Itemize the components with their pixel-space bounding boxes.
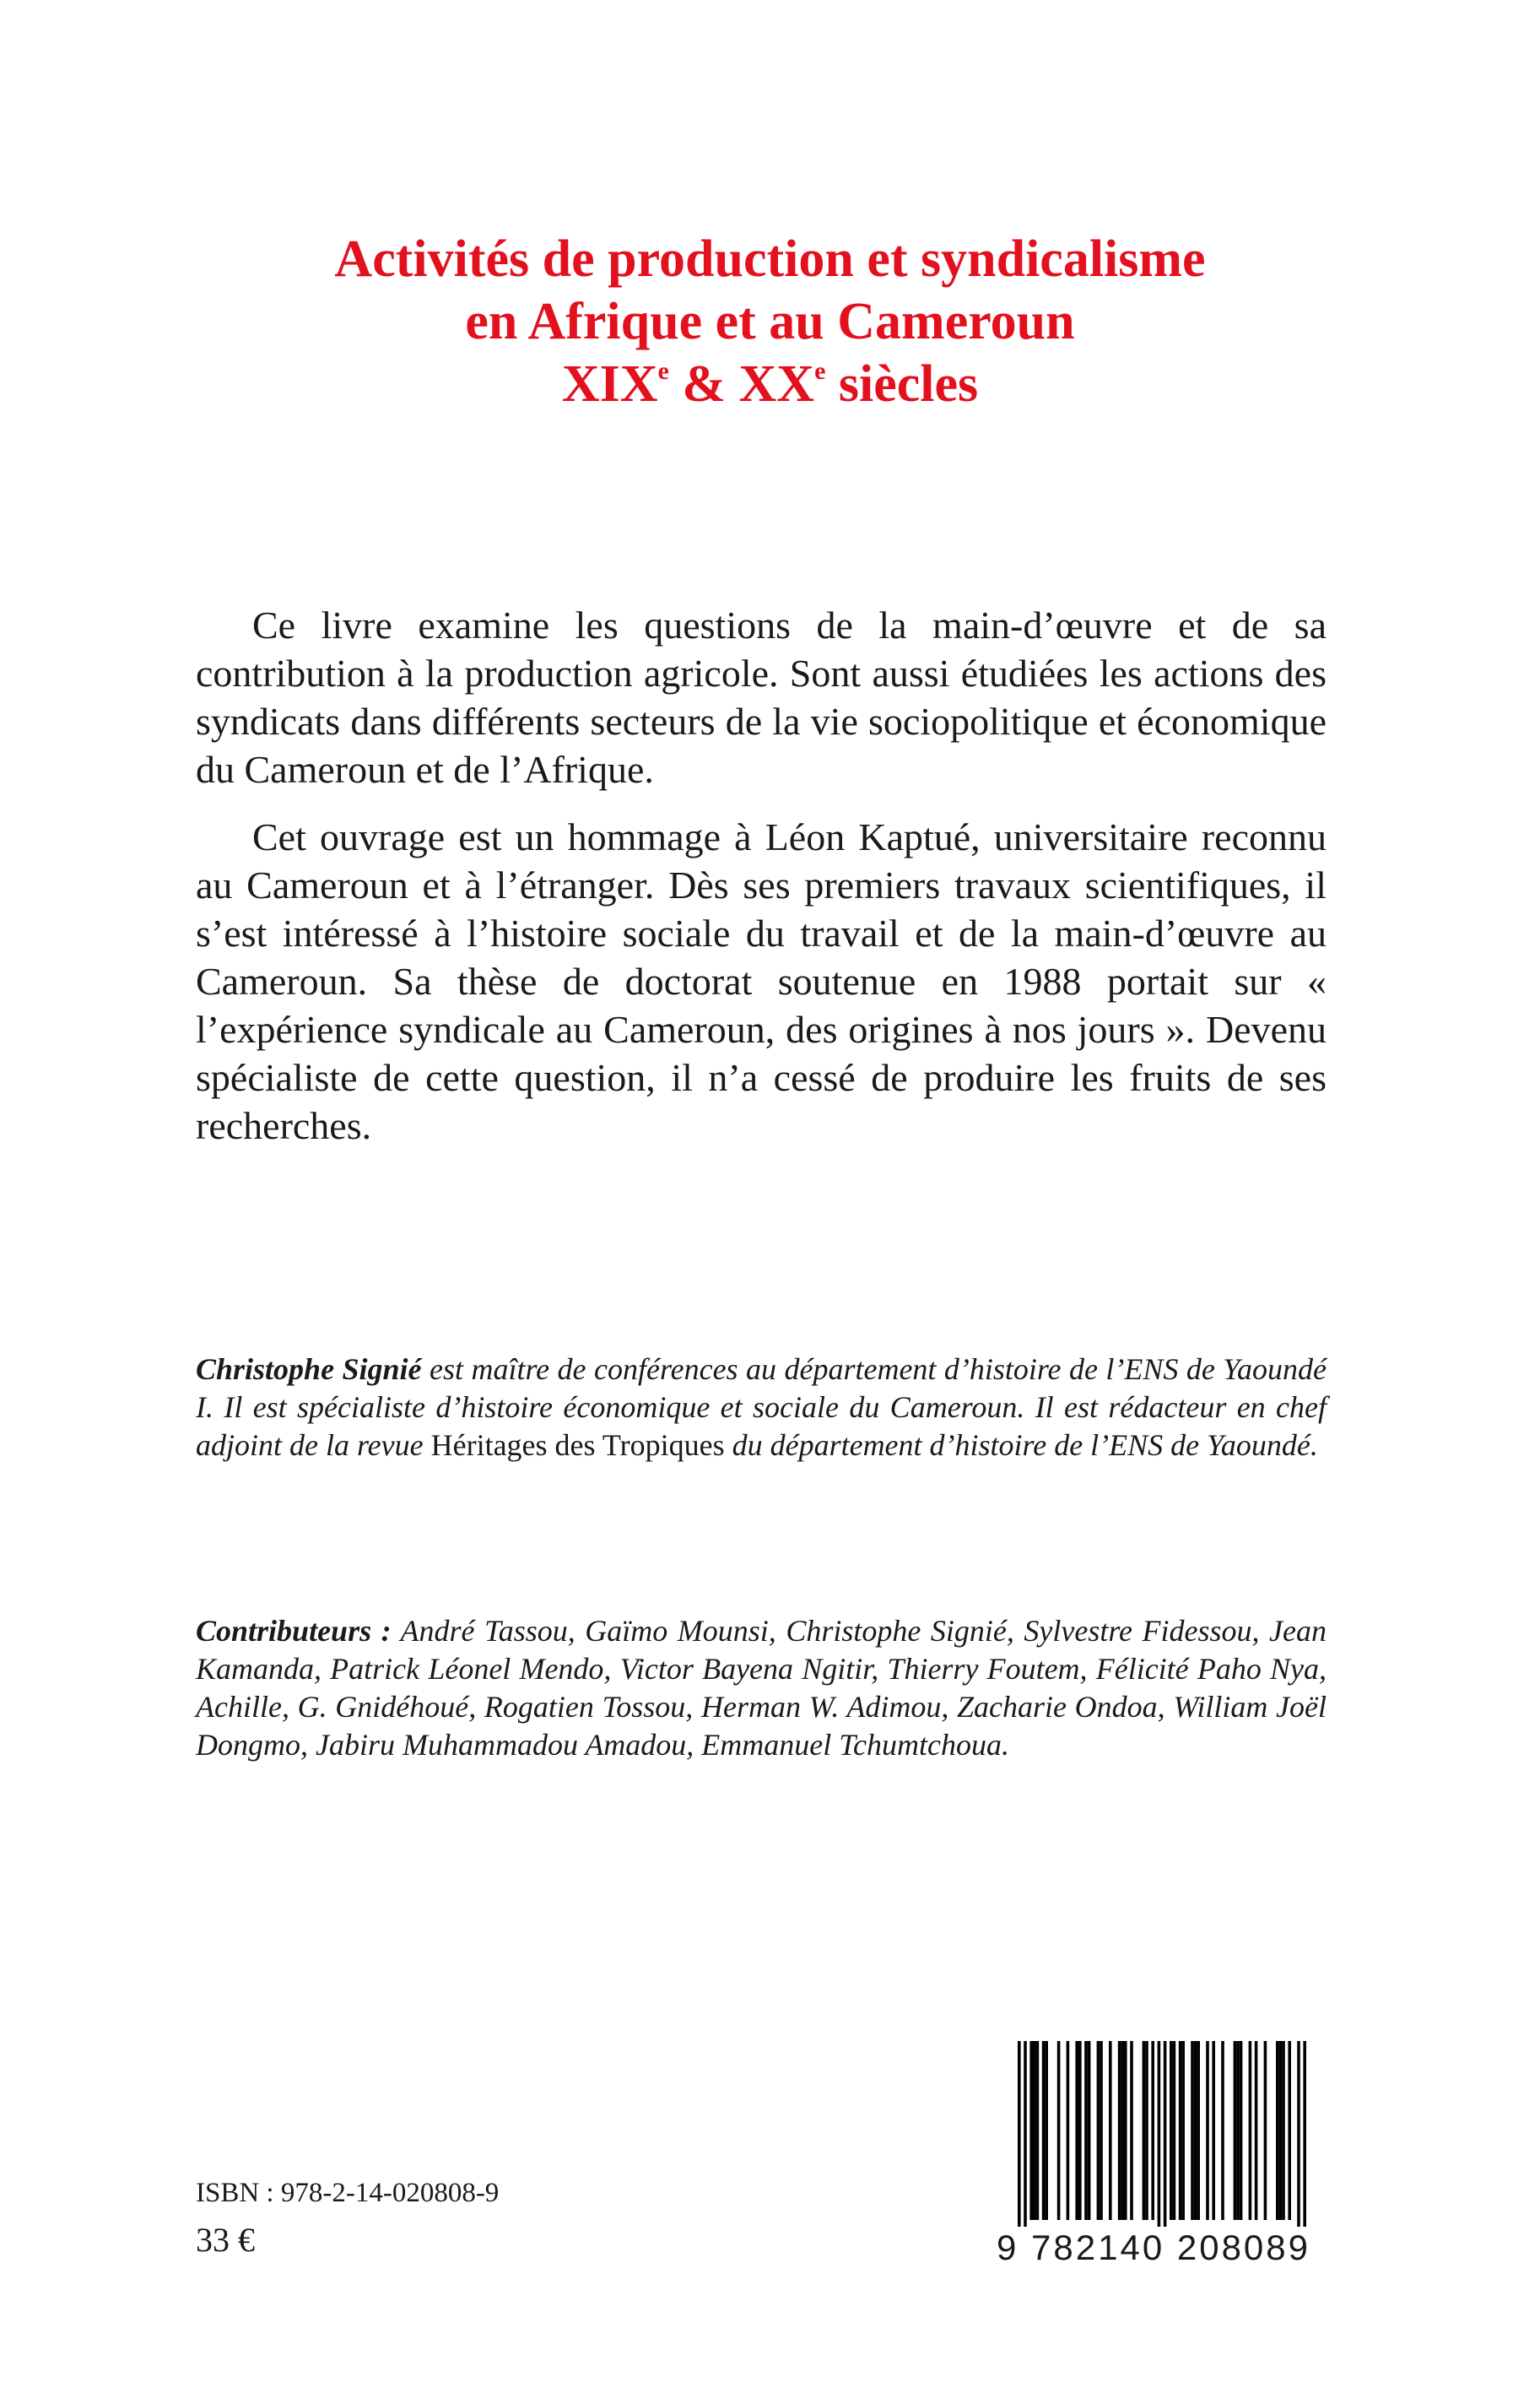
barcode-bar [1121,2041,1124,2220]
barcode-bar [1029,2041,1033,2220]
author-name: Christophe Signié [196,1352,422,1386]
blurb-paragraph-2: Cet ouvrage est un hommage à Léon Kaptué, universitaire reconnu au Cameroun et à l’étranger. Dès ses premiers travaux scientifiques, il s’est intéressé à l’histoire sociale du travail et de la main-d’œuvre au Cameroun. Sa thèse de doctorat soutenue en 1988 portait sur « l’expérience syndicale au Cameroun, des origines à nos jours ». Devenu spécialiste de cette question, il n’a cessé de produire les fruits de ses recherches. [196,815,1327,1147]
barcode-bar [1158,2041,1161,2227]
title-sup-1: e [657,357,669,385]
barcode-bar [1288,2041,1291,2220]
barcode-bar [1124,2041,1127,2220]
barcode-bar [1075,2041,1078,2220]
barcode-bar [1143,2041,1146,2220]
title-line-3 [0,353,1540,415]
barcode-bar [1282,2041,1285,2220]
barcode-bar [1100,2041,1103,2220]
barcode-bar [1145,2041,1148,2220]
barcode-bar [1206,2041,1209,2220]
barcode-bar [1179,2041,1182,2220]
barcode-bar [1240,2041,1243,2220]
barcode-bar [1164,2041,1167,2227]
barcode-bar [1297,2041,1300,2227]
barcode-bar [1018,2041,1021,2227]
blurb-paragraph-1: Ce livre examine les questions de la main-d’œuvre et de sa contribution à la production agricole. Sont aussi étudiées les actions des syndicats dans différents secteurs de la vie sociopolitique et économique du Cameroun et de l’Afrique. [196,604,1327,791]
barcode-bar [1197,2041,1200,2220]
barcode-digits: 9 782140 208089 [997,2228,1310,2267]
barcode-bar [1234,2041,1237,2220]
barcode-bar [1191,2041,1194,2220]
title-siecles: siècles [825,355,979,413]
barcode-bar [1212,2041,1215,2220]
title-line-2: en Afrique et au Cameroun [465,293,1075,350]
book-title [0,228,1540,415]
barcode-bar [1118,2041,1121,2220]
back-cover-blurb [196,601,1327,1169]
barcode-bar [1181,2041,1185,2220]
barcode-bar [1221,2041,1224,2220]
barcode-bar [1236,2041,1240,2220]
barcode-bar [1303,2041,1306,2227]
title-century-2: & XX [668,355,815,413]
barcode-bar [1173,2041,1176,2220]
author-bio [196,1351,1327,1464]
title-sup-2: e [814,357,826,385]
barcode-bar [1249,2041,1252,2220]
barcode-bar [1276,2041,1279,2220]
bio-text-before: est maître de conférences au département d’histoire de l’ENS de Yaoundé I. Il est spécialiste d’histoire économique et sociale du Cameroun. Il est rédacteur en chef adjoint de la revue [196,1352,1327,1462]
contributors-text [196,1612,1327,1764]
barcode-bar [1036,2041,1040,2220]
barcode-bar [1033,2041,1036,2220]
title-line-1: Activités de production et syndicalisme [334,230,1206,288]
barcode-bar [1078,2041,1082,2220]
barcode-bar [1194,2041,1197,2220]
barcode-bars [981,2034,1327,2227]
barcode-bar [1130,2041,1133,2220]
journal-name: Héritages des Tropiques [430,1428,725,1462]
contributors-names: André Tassou, Gaïmo Mounsi, Christophe Signié, Sylvestre Fidessou, Jean Kamanda, Patrick Léonel Mendo, Victor Bayena Ngitir, Thierry Foutem, Félicité Paho Nya, Achille, G. Gnidéhoué, Rogatien Tossou, Herman W. Adimou, Zacharie Ondoa, William Joël Dongmo, Jabiru Muhammadou Amadou, Emmanuel Tchumtchoua. [196,1614,1327,1762]
barcode-bar [1279,2041,1283,2220]
barcode-bar [1151,2041,1154,2220]
barcode-bar [1067,2041,1070,2220]
barcode-bar [1255,2041,1258,2220]
barcode-bar [1109,2041,1112,2220]
bio-text-after: du département d’histoire de l’ENS de Yaoundé. [724,1428,1318,1462]
isbn: ISBN : 978-2-14-020808-9 [196,2178,500,2208]
contributors [196,1612,1327,1764]
barcode-bar [1042,2041,1046,2220]
contributors-label: Contributeurs : [196,1614,392,1648]
price: 33 € [196,2221,255,2259]
barcode-bar [1088,2041,1091,2220]
barcode-bar [1045,2041,1048,2220]
barcode-bar [1024,2041,1027,2227]
barcode-bar [1057,2041,1061,2220]
barcode-bar [1264,2041,1267,2220]
barcode-bar [1084,2041,1088,2220]
title-century-1: XIX [561,355,658,413]
barcode-bar [1170,2041,1173,2220]
author-bio-text [196,1351,1327,1464]
barcode-bar [1097,2041,1100,2220]
